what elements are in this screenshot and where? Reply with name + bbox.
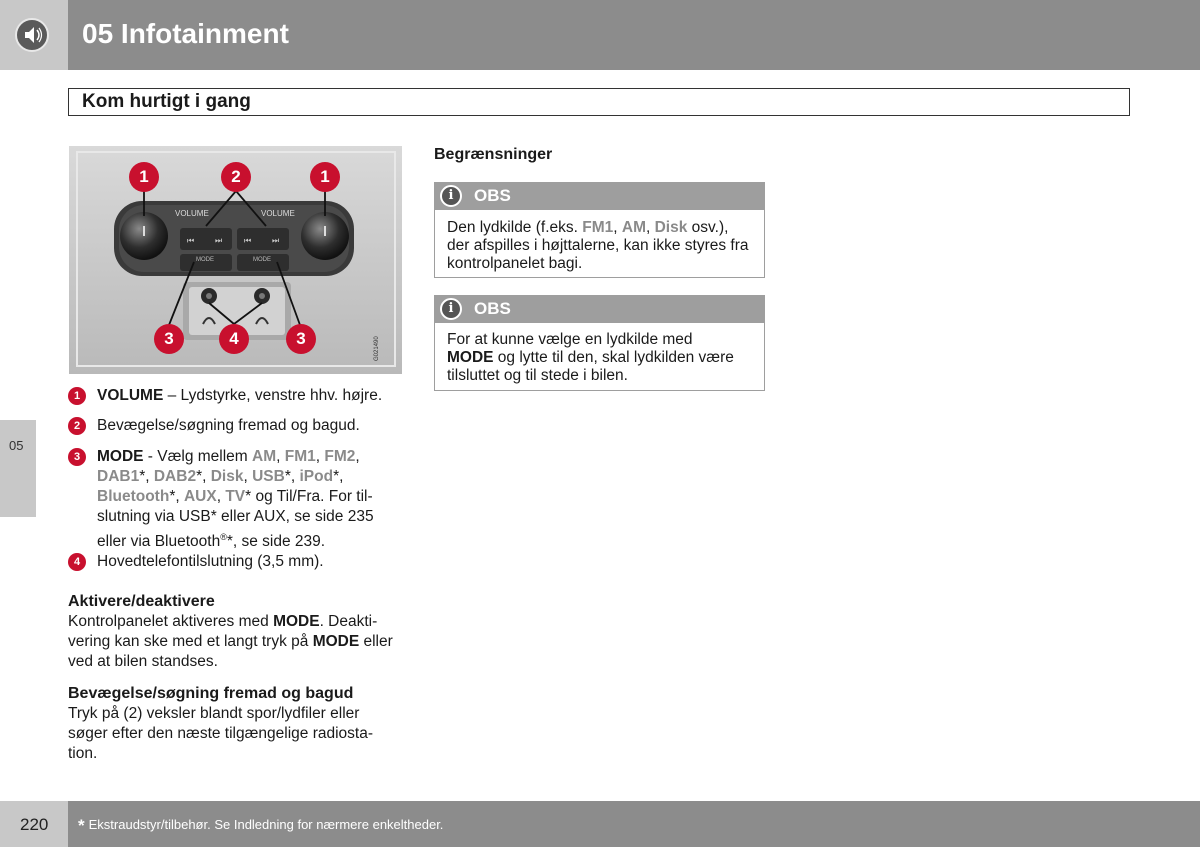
obs-2-text: For at kunne vælge en lydkilde med MODE og lytte til den, skal lydkilden være tilsluttet og til stede i bilen.: [447, 331, 734, 384]
bevaegelse-line-2: søger efter den næste tilgængelige radiosta-: [68, 725, 373, 742]
chapter-title: 05 Infotainment: [82, 18, 289, 49]
volume-left-label: VOLUME: [175, 209, 209, 218]
list-item-2: [68, 416, 408, 438]
aktivere-line-3: ved at bilen standses.: [68, 653, 218, 670]
obs-1-header: [434, 182, 765, 210]
page-number: 220: [20, 815, 49, 834]
item-number: 3: [68, 448, 86, 466]
item-number: 2: [68, 417, 86, 435]
bevaegelse-line-1: Tryk på (2) veksler blandt spor/lydfiler eller: [68, 705, 360, 722]
chapter-side-tab: [0, 420, 36, 517]
aktivere-line-2: vering kan ske med et langt tryk på MODE eller: [68, 633, 393, 650]
item-number: 1: [68, 387, 86, 405]
svg-text:⏭: ⏭: [272, 236, 280, 245]
bevaegelse-heading: Bevægelse/søgning fremad og bagud: [68, 685, 354, 702]
item-number: 4: [68, 553, 86, 571]
volume-right-label: VOLUME: [261, 209, 295, 218]
obs-2-header: [434, 295, 765, 323]
obs-1-title: OBS: [474, 186, 511, 205]
begraensninger-heading: Begrænsninger: [434, 146, 553, 163]
svg-text:⏮: ⏮: [187, 236, 195, 245]
item-text: VOLUME – Lydstyrke, venstre hhv. højre.: [97, 387, 383, 404]
list-item-3: [68, 447, 408, 551]
list-item-1: [68, 386, 408, 408]
marker-3-left: 3: [154, 324, 184, 354]
svg-text:⏭: ⏭: [215, 236, 223, 245]
marker-1-left: 1: [129, 162, 159, 192]
figure-code: G021490: [374, 336, 380, 361]
obs-1-text: Den lydkilde (f.eks. FM1, AM, Disk osv.), der afspilles i højttalerne, kan ikke styres fra kontrolpanelet bagi.: [447, 219, 749, 272]
list-item-4: [68, 552, 408, 574]
item-text: Bevægelse/søgning fremad og bagud.: [97, 417, 360, 434]
section-title: Kom hurtigt i gang: [82, 91, 251, 112]
rear-control-panel-figure: [69, 146, 402, 374]
chapter-side-label: 05: [9, 438, 24, 453]
speaker-icon: [15, 18, 49, 52]
item-text: Hovedtelefontilslutning (3,5 mm).: [97, 553, 324, 570]
item-text: MODE - Vælg mellem AM, FM1, FM2, DAB1*, DAB2*, Disk, USB*, iPod*, Bluetooth*, AUX, TV* og Til/Fra. For til- slutning via USB* eller AUX, se side 235 eller via Bluetooth®*, se side 239.: [97, 448, 374, 551]
aktivere-line-1: Kontrolpanelet aktiveres med MODE. Deakti-: [68, 613, 378, 630]
svg-text:⏮: ⏮: [244, 236, 252, 245]
info-icon: i: [440, 298, 462, 320]
marker-3-right: 3: [286, 324, 316, 354]
marker-4: 4: [219, 324, 249, 354]
mode-right-label: MODE: [253, 257, 271, 263]
marker-2: 2: [221, 162, 251, 192]
bevaegelse-section: [68, 684, 408, 764]
aktivere-heading: Aktivere/deaktivere: [68, 593, 215, 610]
footnote: * Ekstraudstyr/tilbehør. Se Indledning for nærmere enkeltheder.: [78, 816, 444, 835]
obs-2-title: OBS: [474, 299, 511, 318]
bevaegelse-line-3: tion.: [68, 745, 98, 762]
marker-1-right: 1: [310, 162, 340, 192]
info-icon: i: [440, 185, 462, 207]
mode-left-label: MODE: [196, 257, 214, 263]
aktivere-section: [68, 592, 408, 672]
